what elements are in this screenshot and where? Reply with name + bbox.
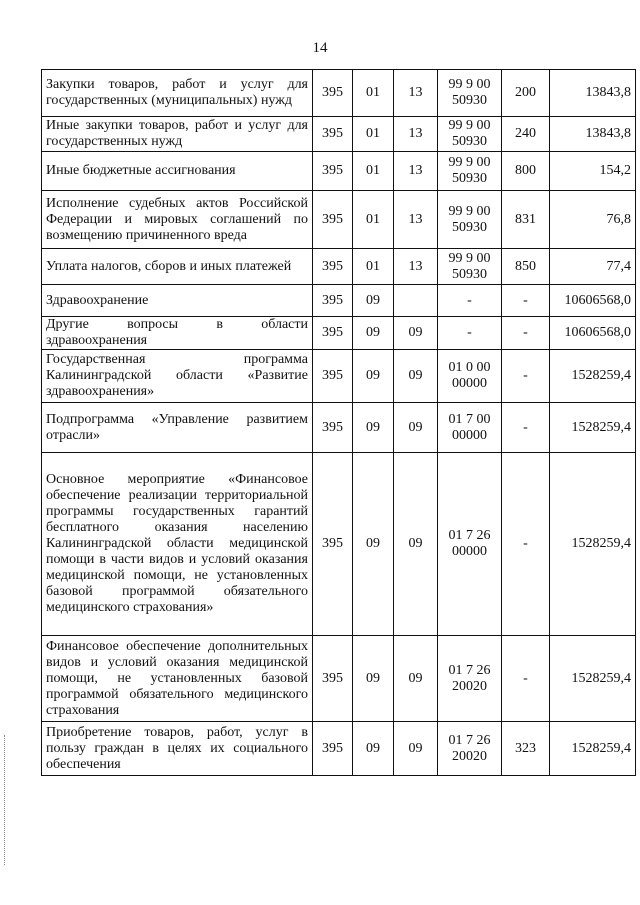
cell-subsection: 13 bbox=[394, 191, 438, 249]
cell-amount: 1528259,4 bbox=[550, 636, 636, 722]
target-code-line1: 01 7 00 bbox=[448, 411, 491, 427]
cell-section: 09 bbox=[353, 403, 394, 453]
target-code-line1: - bbox=[467, 292, 472, 308]
cell-name: Здравоохранение bbox=[42, 285, 313, 317]
table-row bbox=[42, 453, 636, 636]
cell-expense-type: 240 bbox=[502, 117, 550, 152]
cell-target-code bbox=[438, 453, 502, 636]
cell-section: 01 bbox=[353, 191, 394, 249]
cell-name: Иные бюджетные ассигнования bbox=[42, 152, 313, 191]
cell-subsection: 09 bbox=[394, 453, 438, 636]
target-code-line1: 01 7 26 bbox=[448, 662, 491, 678]
cell-name: Уплата налогов, сборов и иных платежей bbox=[42, 249, 313, 285]
target-code-line2: 00000 bbox=[452, 376, 487, 391]
cell-ministry: 395 bbox=[313, 70, 353, 117]
table-row bbox=[42, 117, 636, 152]
scan-margin-mark bbox=[4, 735, 8, 865]
cell-amount: 1528259,4 bbox=[550, 350, 636, 403]
table-row bbox=[42, 403, 636, 453]
cell-subsection: 09 bbox=[394, 350, 438, 403]
target-code-line2: 00000 bbox=[452, 427, 487, 443]
target-code-line2: 20020 bbox=[452, 678, 487, 694]
cell-section: 09 bbox=[353, 317, 394, 350]
cell-section: 09 bbox=[353, 350, 394, 403]
table-row bbox=[42, 152, 636, 191]
cell-subsection: 13 bbox=[394, 152, 438, 191]
cell-section: 01 bbox=[353, 70, 394, 117]
cell-ministry: 395 bbox=[313, 403, 353, 453]
cell-target-code bbox=[438, 317, 502, 350]
target-code-line2: 50930 bbox=[452, 134, 487, 149]
cell-target-code bbox=[438, 152, 502, 191]
target-code-line2: 20020 bbox=[452, 748, 487, 764]
cell-target-code bbox=[438, 350, 502, 403]
cell-ministry: 395 bbox=[313, 350, 353, 403]
cell-amount: 10606568,0 bbox=[550, 317, 636, 350]
table-row bbox=[42, 317, 636, 350]
cell-amount: 10606568,0 bbox=[550, 285, 636, 317]
cell-name: Исполнение судебных актов Российской Федерации и мировых соглашений по возмещению причиненного вреда bbox=[42, 191, 313, 249]
cell-section: 01 bbox=[353, 152, 394, 191]
cell-expense-type: 831 bbox=[502, 191, 550, 249]
target-code-line2: 50930 bbox=[452, 93, 487, 108]
cell-ministry: 395 bbox=[313, 317, 353, 350]
cell-name: Подпрограмма «Управление развитием отрасли» bbox=[42, 403, 313, 453]
cell-expense-type: - bbox=[502, 285, 550, 317]
target-code-line1: 99 9 00 bbox=[448, 155, 491, 170]
cell-section: 09 bbox=[353, 636, 394, 722]
cell-target-code bbox=[438, 636, 502, 722]
cell-section: 01 bbox=[353, 249, 394, 285]
cell-amount: 1528259,4 bbox=[550, 722, 636, 776]
cell-amount: 154,2 bbox=[550, 152, 636, 191]
cell-name: Другие вопросы в области здравоохранения bbox=[42, 317, 313, 350]
table-row bbox=[42, 636, 636, 722]
cell-subsection: 13 bbox=[394, 249, 438, 285]
target-code-line1: - bbox=[467, 325, 472, 340]
cell-expense-type: 323 bbox=[502, 722, 550, 776]
cell-expense-type: - bbox=[502, 453, 550, 636]
cell-subsection: 09 bbox=[394, 403, 438, 453]
cell-section: 01 bbox=[353, 117, 394, 152]
cell-expense-type: 800 bbox=[502, 152, 550, 191]
page-number: 14 bbox=[312, 40, 328, 56]
target-code-line1: 01 0 00 bbox=[448, 360, 491, 375]
cell-target-code bbox=[438, 70, 502, 117]
table-row bbox=[42, 285, 636, 317]
cell-target-code bbox=[438, 249, 502, 285]
cell-section: 09 bbox=[353, 285, 394, 317]
cell-amount: 13843,8 bbox=[550, 70, 636, 117]
cell-section: 09 bbox=[353, 722, 394, 776]
cell-amount: 1528259,4 bbox=[550, 403, 636, 453]
cell-ministry: 395 bbox=[313, 191, 353, 249]
target-code-line2: 00000 bbox=[452, 544, 487, 559]
table-row bbox=[42, 70, 636, 117]
cell-ministry: 395 bbox=[313, 117, 353, 152]
cell-name: Закупки товаров, работ и услуг для государственных (муниципальных) нужд bbox=[42, 70, 313, 117]
target-code-line2: 50930 bbox=[452, 171, 487, 186]
cell-target-code bbox=[438, 722, 502, 776]
cell-expense-type: 850 bbox=[502, 249, 550, 285]
cell-subsection: 09 bbox=[394, 722, 438, 776]
target-code-line1: 01 7 26 bbox=[448, 528, 491, 543]
cell-ministry: 395 bbox=[313, 285, 353, 317]
cell-amount: 76,8 bbox=[550, 191, 636, 249]
cell-expense-type: - bbox=[502, 403, 550, 453]
cell-ministry: 395 bbox=[313, 152, 353, 191]
cell-section: 09 bbox=[353, 453, 394, 636]
cell-target-code bbox=[438, 117, 502, 152]
cell-subsection: 13 bbox=[394, 70, 438, 117]
cell-subsection: 09 bbox=[394, 317, 438, 350]
cell-amount: 1528259,4 bbox=[550, 453, 636, 636]
table-row bbox=[42, 722, 636, 776]
cell-ministry: 395 bbox=[313, 453, 353, 636]
cell-expense-type: - bbox=[502, 317, 550, 350]
cell-name: Основное мероприятие «Финансовое обеспечение реализации территориальной программы государственных гарантий бесплатного оказания населению Калининградской области медицинской помощи в части видов и условий оказания медицинской помощи, не установленных базовой программой обязательного медицинского страхования» bbox=[42, 453, 313, 636]
target-code-line1: 99 9 00 bbox=[448, 250, 491, 266]
target-code-line2: 50930 bbox=[452, 219, 487, 235]
cell-ministry: 395 bbox=[313, 722, 353, 776]
cell-subsection: 09 bbox=[394, 636, 438, 722]
table-row bbox=[42, 350, 636, 403]
cell-ministry: 395 bbox=[313, 636, 353, 722]
cell-amount: 77,4 bbox=[550, 249, 636, 285]
cell-subsection bbox=[394, 285, 438, 317]
cell-ministry: 395 bbox=[313, 249, 353, 285]
target-code-line2: 50930 bbox=[452, 266, 487, 282]
cell-expense-type: - bbox=[502, 350, 550, 403]
cell-name: Иные закупки товаров, работ и услуг для государственных нужд bbox=[42, 117, 313, 152]
cell-name: Финансовое обеспечение дополнительных видов и условий оказания медицинской помощи, не установленных базовой программой обязательного медицинского страхования bbox=[42, 636, 313, 722]
cell-target-code bbox=[438, 285, 502, 317]
cell-subsection: 13 bbox=[394, 117, 438, 152]
budget-table bbox=[41, 69, 636, 776]
cell-amount: 13843,8 bbox=[550, 117, 636, 152]
cell-target-code bbox=[438, 403, 502, 453]
cell-expense-type: - bbox=[502, 636, 550, 722]
table-row bbox=[42, 191, 636, 249]
cell-name: Государственная программа Калининградской области «Развитие здравоохранения» bbox=[42, 350, 313, 403]
cell-name: Приобретение товаров, работ, услуг в пользу граждан в целях их социального обеспечения bbox=[42, 722, 313, 776]
target-code-line1: 01 7 26 bbox=[448, 732, 491, 748]
cell-expense-type: 200 bbox=[502, 70, 550, 117]
target-code-line1: 99 9 00 bbox=[448, 77, 491, 92]
table-row bbox=[42, 249, 636, 285]
cell-target-code bbox=[438, 191, 502, 249]
target-code-line1: 99 9 00 bbox=[448, 203, 491, 219]
target-code-line1: 99 9 00 bbox=[448, 118, 491, 133]
